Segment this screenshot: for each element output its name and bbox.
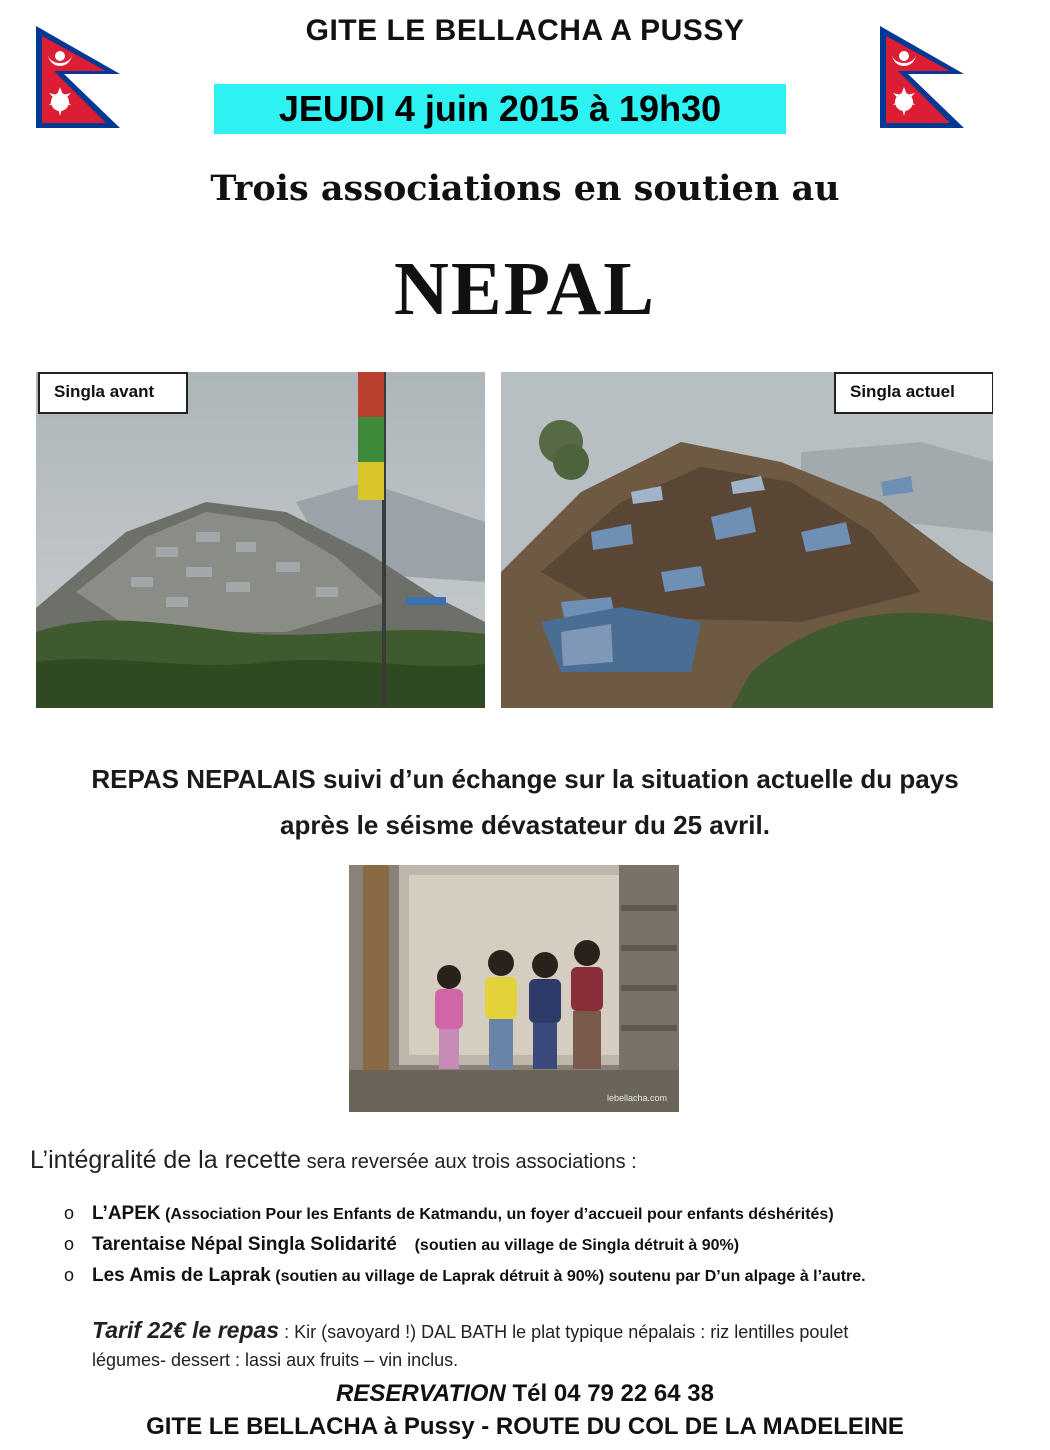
bullet-icon: o (64, 1234, 75, 1254)
reservation-line (0, 1380, 1050, 1408)
meal-description-line2: après le séisme dévastateur du 25 avril. (280, 810, 770, 840)
photo-singla-after (501, 372, 993, 708)
association-desc: (Association Pour les Enfants de Katmandu, un foyer d’accueil pour enfants déshérités) (160, 1206, 834, 1223)
address: GITE LE BELLACHA à Pussy - ROUTE DU COL DE LA MADELEINE (146, 1413, 904, 1440)
bullet-icon: o (64, 1203, 75, 1223)
page-title: NEPAL (394, 247, 656, 331)
association-name: Les Amis de Laprak (92, 1265, 271, 1286)
list-item (64, 1203, 834, 1225)
recette-lead: L’intégralité de la recette (30, 1146, 302, 1174)
photo-singla-before (36, 372, 485, 708)
caption-after: Singla actuel (834, 372, 993, 414)
tarif-block (92, 1316, 992, 1374)
list-item (64, 1265, 866, 1287)
list-item (64, 1234, 739, 1256)
association-name: Tarentaise Népal Singla Solidarité (92, 1234, 397, 1255)
association-desc: (soutien au village de Laprak détruit à 90%) soutenu par D’un alpage à l’autre. (270, 1268, 866, 1285)
association-name: L’APEK (92, 1203, 161, 1224)
venue-heading: GITE LE BELLACHA A PUSSY (305, 14, 745, 47)
bullet-icon: o (64, 1265, 75, 1285)
tarif-label: Tarif 22€ le repas (92, 1317, 280, 1343)
association-desc: (soutien au village de Singla détruit à 90%) (396, 1237, 740, 1254)
photo-children (349, 865, 679, 1112)
reservation-phone: Tél 04 79 22 64 38 (505, 1380, 714, 1407)
tarif-text1: Kir (savoyard !) DAL BATH le plat typique népalais : riz lentilles poulet (294, 1322, 849, 1342)
caption-before: Singla avant (38, 372, 188, 414)
recette-rest: sera reversée aux trois associations : (301, 1151, 637, 1173)
tarif-text2: légumes- dessert : lassi aux fruits – vin inclus. (92, 1350, 459, 1370)
reservation-label: RESERVATION (336, 1380, 506, 1407)
photo-watermark: lebellacha.com (606, 1093, 667, 1103)
subtitle: Trois associations en soutien au (210, 168, 840, 209)
meal-description-line1: REPAS NEPALAIS suivi d’un échange sur la situation actuelle du pays (91, 764, 959, 794)
tarif-colon: : (279, 1322, 295, 1342)
event-date-banner: JEUDI 4 juin 2015 à 19h30 (214, 84, 786, 134)
recette-text (30, 1146, 637, 1175)
